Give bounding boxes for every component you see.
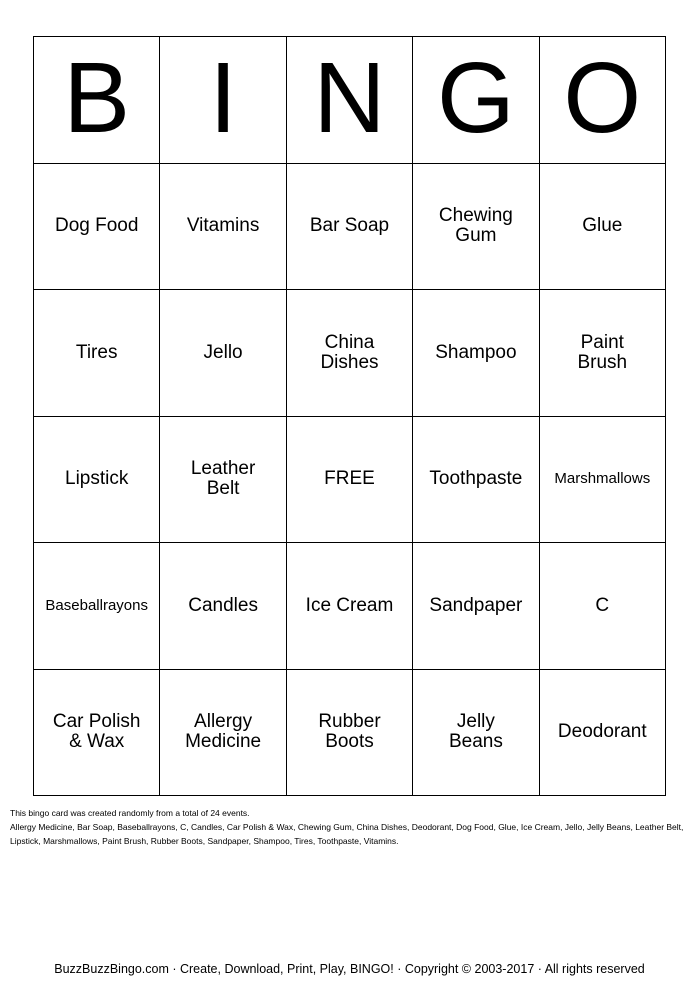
bingo-cell-text: Paint Brush: [577, 331, 628, 373]
bingo-cell: [287, 164, 413, 291]
bingo-cell-text: Jelly Beans: [448, 711, 503, 753]
bingo-cell-text: Tires: [75, 341, 118, 363]
bingo-cell: [160, 670, 286, 797]
bingo-cell: [34, 543, 160, 670]
bingo-cell-text: Marshmallows: [554, 470, 651, 488]
bingo-cell-text: Candles: [188, 594, 258, 616]
card-info: [10, 806, 690, 848]
bingo-cell-text: Shampoo: [435, 341, 517, 363]
bingo-cell-text: Allergy Medicine: [185, 711, 262, 753]
bingo-cell: [34, 164, 160, 291]
card-info-summary: This bingo card was created randomly from a total of 24 events.: [10, 808, 250, 818]
copyright-footer: BuzzBuzzBingo.com · Create, Download, Print, Play, BINGO! · Copyright © 2003-2017 · All rights reserved: [54, 962, 645, 976]
free-space-cell: [287, 417, 413, 544]
header-letter-n: N: [287, 37, 413, 164]
bingo-cell: [34, 290, 160, 417]
bingo-cell-text: Car Polish & Wax: [52, 711, 141, 753]
bingo-cell: [540, 670, 666, 797]
bingo-cell-text: Vitamins: [186, 215, 260, 237]
bingo-cell: [160, 164, 286, 291]
bingo-cell-text: Lipstick: [65, 468, 129, 490]
bingo-cell-text: Dog Food: [54, 215, 139, 237]
bingo-cell: [540, 164, 666, 291]
bingo-cell: [160, 543, 286, 670]
bingo-cell-text: Leather Belt: [190, 458, 256, 500]
bingo-cell-text: Jello: [203, 341, 243, 363]
bingo-cell-text: Chewing Gum: [438, 205, 513, 247]
header-letter-b: B: [34, 37, 160, 164]
bingo-cell: [34, 670, 160, 797]
bingo-cell: [413, 417, 539, 544]
bingo-cell: [413, 670, 539, 797]
bingo-cell-text: Toothpaste: [429, 468, 523, 490]
bingo-cell: [413, 290, 539, 417]
bingo-cell-text: Ice Cream: [305, 594, 394, 616]
bingo-cell: [160, 417, 286, 544]
free-space-text: FREE: [324, 468, 375, 490]
bingo-cell: [540, 543, 666, 670]
bingo-cell-text: China Dishes: [320, 331, 379, 373]
bingo-cell: [34, 417, 160, 544]
header-letter-o: O: [540, 37, 666, 164]
bingo-cell-text: Deodorant: [557, 721, 647, 743]
bingo-cell-text: Glue: [582, 215, 623, 237]
bingo-cell-text: Rubber Boots: [318, 711, 381, 753]
bingo-cell: [287, 670, 413, 797]
header-letter-g: G: [413, 37, 539, 164]
bingo-cell: [540, 417, 666, 544]
bingo-cell-text: Baseballrayons: [45, 596, 148, 614]
header-letter-i: I: [160, 37, 286, 164]
bingo-cell-text: Bar Soap: [309, 215, 390, 237]
card-info-event-list: Allergy Medicine, Bar Soap, Baseballrayons, C, Candles, Car Polish & Wax, Chewing Gum, China Dishes, Deodorant, Dog Food, Glue, Ice Cream, Jello, Jelly Beans, Leather Belt, Lipstick, Marshmallows, Paint Brush, Rubber Boots, Sandpaper, Shampoo, Tires, Toothpaste, Vitamins.: [10, 822, 684, 846]
bingo-cell: [160, 290, 286, 417]
bingo-cell: [413, 164, 539, 291]
bingo-cell: [413, 543, 539, 670]
bingo-cell: [287, 290, 413, 417]
bingo-cell-text: C: [595, 594, 610, 616]
bingo-cell-text: Sandpaper: [429, 594, 523, 616]
bingo-cell: [287, 543, 413, 670]
bingo-cell: [540, 290, 666, 417]
bingo-card: [33, 36, 666, 796]
